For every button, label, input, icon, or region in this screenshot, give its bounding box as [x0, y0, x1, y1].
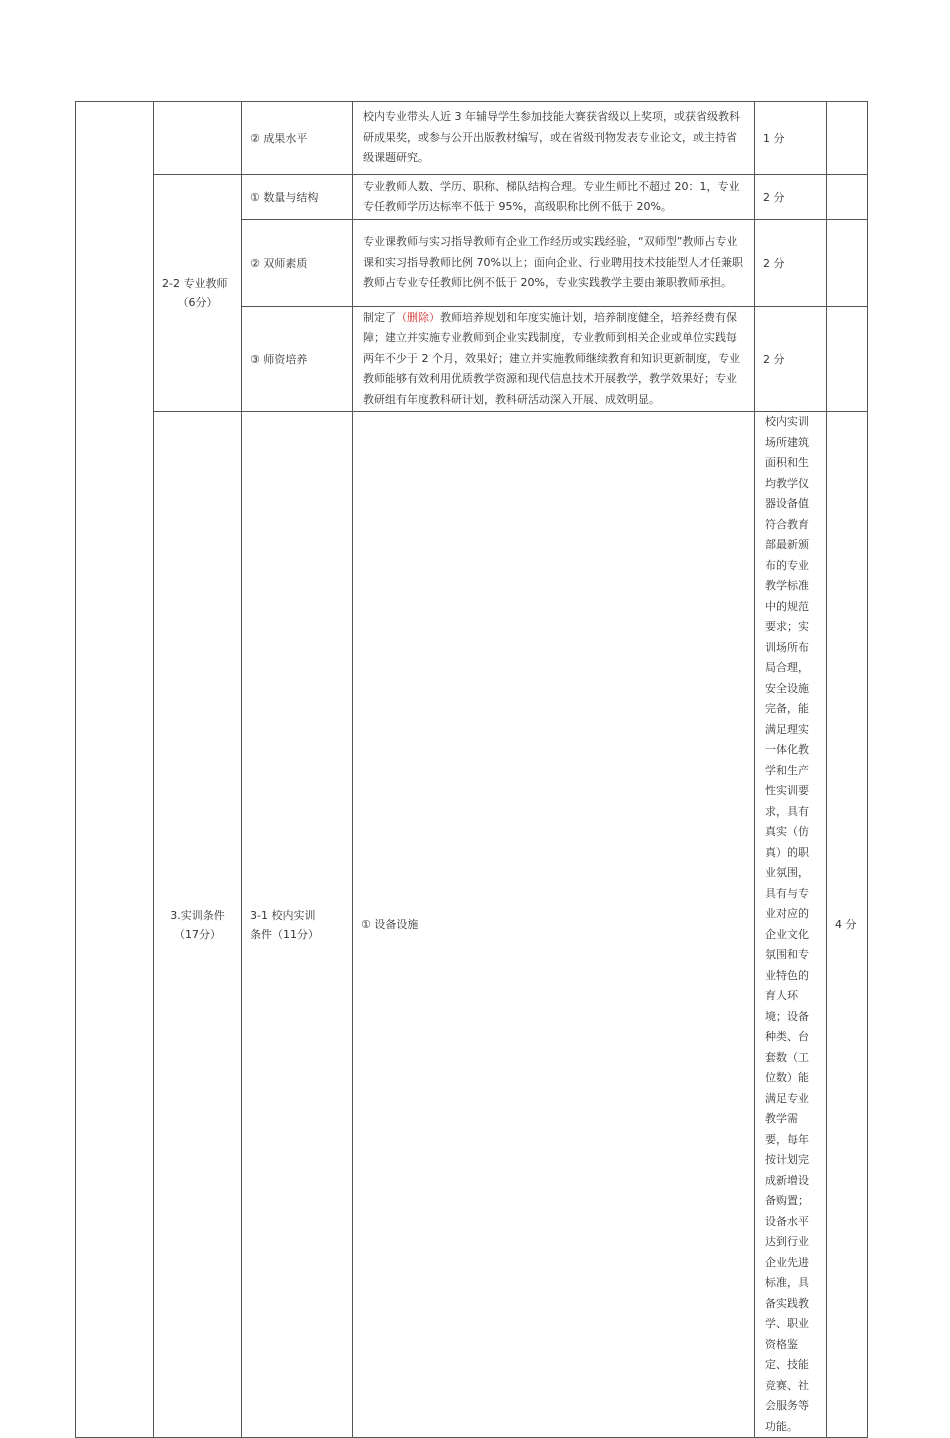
standard-cell: 校内实训场所建筑面积和生均教学仪器设备值符合教育部最新颁布的专业教学标准中的规范要求；实训场所布局合理，安全设施完备，能满足理实一体化教学和生产性实训要求，具有真实（仿真）的职业氛围，具有与专业对应的企业文化氛围和专业特色的育人环境；设备种类、台套数（工位数）能满足专业教学需要，每年按计划完成新增设备购置；设备水平达到行业企业先进标准，具备实践教学、职业资格鉴定、技能竞赛、社会服务等功能。	[755, 412, 827, 1438]
score-cell: 2 分	[755, 175, 827, 220]
group-cell-teachers	[154, 175, 242, 412]
result-cell	[827, 220, 868, 307]
item-cell: ③ 师资培养	[242, 307, 353, 412]
item-cell: ① 数量与结构	[242, 175, 353, 220]
category-points: （17分）	[174, 927, 221, 941]
score-cell: 1 分	[755, 102, 827, 175]
item-cell: ② 双师素质	[242, 220, 353, 307]
evaluation-table	[75, 101, 868, 1438]
score-cell: 2 分	[755, 307, 827, 412]
table-row	[76, 102, 868, 175]
score-cell: 2 分	[755, 220, 827, 307]
item-cell: ① 设备设施	[353, 412, 755, 1438]
standard-cell	[353, 307, 755, 412]
result-cell	[827, 175, 868, 220]
category-name: 3.实训条件	[170, 908, 225, 922]
group-name-2: 条件（11分）	[250, 927, 319, 941]
category-cell-training	[154, 412, 242, 1438]
standard-cell: 专业教师人数、学历、职称、梯队结构合理。专业生师比不超过 20：1，专业专任教师学历达标率不低于 95%，高级职称比例不低于 20%。	[353, 175, 755, 220]
standard-text: 教师培养规划和年度实施计划，培养制度健全，培养经费有保障；建立并实施专业教师到企业实践制度，专业教师到相关企业或单位实践每两年不少于 2 个月，效果好；建立并实施教师继续教育和知识更新制度，专业教师能够有效利用优质教学资源和现代信息技术开展教学，教学效果好；专业教研组有年度教科研计划，教科研活动深入开展、成效明显。	[363, 310, 740, 406]
deleted-mark: （删除）	[396, 310, 440, 324]
score-cell: 4 分	[827, 412, 868, 1438]
standard-cell: 校内专业带头人近 3 年辅导学生参加技能大赛获省级以上奖项，或获省级教科研成果奖，或参与公开出版教材编写，或在省级刊物发表专业论文，或主持省级课题研究。	[353, 102, 755, 175]
table-row	[76, 412, 868, 1438]
item-cell: ② 成果水平	[242, 102, 353, 175]
category-cell-empty	[76, 102, 154, 1438]
result-cell	[827, 307, 868, 412]
group-name: 2-2 专业教师	[162, 277, 228, 290]
group-name: 3-1 校内实训	[250, 908, 316, 922]
group-points: （6分）	[177, 296, 218, 309]
result-cell	[827, 102, 868, 175]
group-cell-training-base	[242, 412, 353, 1438]
group-cell-empty	[154, 102, 242, 175]
standard-prefix: 制定了	[363, 310, 396, 324]
standard-cell: 专业课教师与实习指导教师有企业工作经历或实践经验，“双师型”教师占专业课和实习指导教师比例 70%以上；面向企业、行业聘用技术技能型人才任兼职教师占专业专任教师比例不低于 20%，专业实践教学主要由兼职教师承担。	[353, 220, 755, 307]
table-row	[76, 175, 868, 220]
